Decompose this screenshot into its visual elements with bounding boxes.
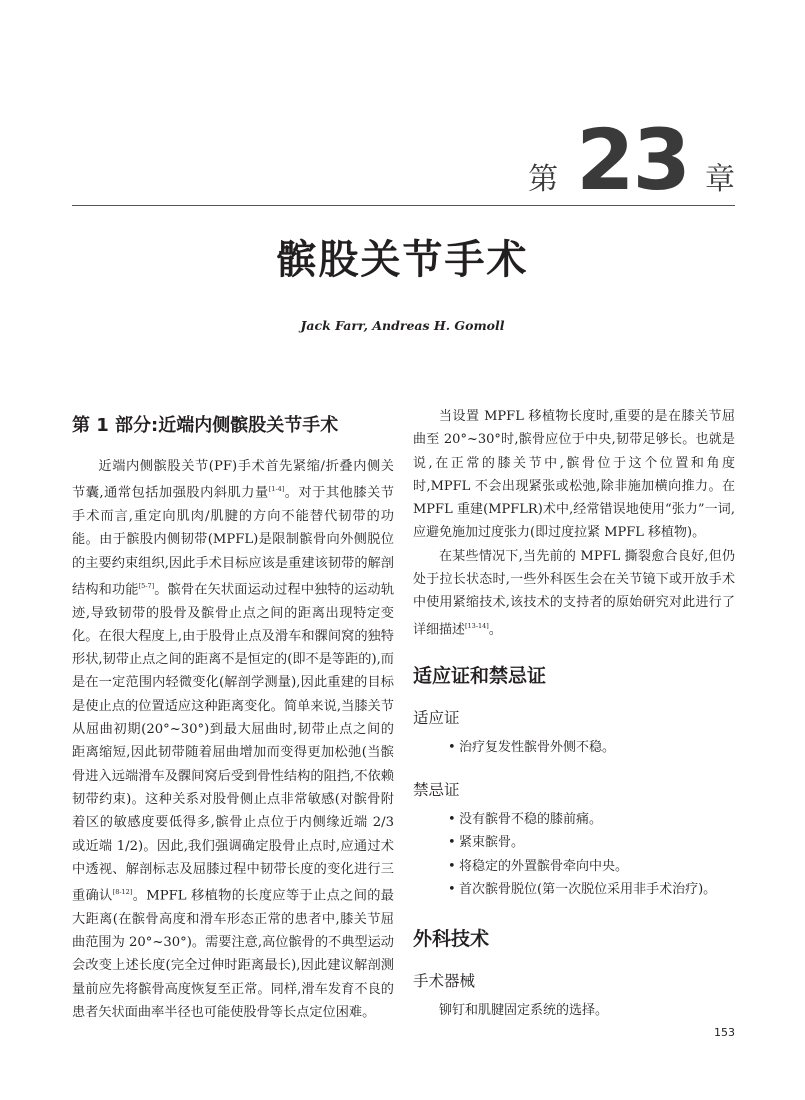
section-heading-indications: 适应证和禁忌证 xyxy=(413,665,547,688)
list-item: • 没有髌骨不稳的膝前痛。 xyxy=(459,808,735,832)
chapter-prefix: 第 xyxy=(528,162,559,197)
authors: Jack Farr, Andreas H. Gomoll xyxy=(300,318,505,333)
contraindications-list xyxy=(413,808,735,902)
subheading-contraindications: 禁忌证 xyxy=(413,780,460,799)
left-column xyxy=(72,405,394,1024)
citation-ref: [8-12] xyxy=(112,888,133,897)
subheading-indications: 适应证 xyxy=(413,709,460,728)
header-rule xyxy=(72,205,735,206)
citation-ref: [1-4] xyxy=(268,485,285,494)
chapter-heading xyxy=(528,111,735,209)
body-paragraph: 在某些情况下,当先前的 MPFL 撕裂愈合良好,但仍处于拉长状态时,一些外科医生会在关节镜下或开放手术中使用紧缩技术,该技术的支持者的原始研究对此进行了详细描述[13-14]。 xyxy=(413,548,735,637)
subheading-instruments: 手术器械 xyxy=(413,971,476,990)
citation-ref: [13-14] xyxy=(465,621,489,630)
body-paragraph: 当设置 MPFL 移植物长度时,重要的是在膝关节屈曲至 20°~30°时,髌骨应位于中央,韧带足够长。也就是说,在正常的膝关节中,髌骨位于这个位置和角度时,MPFL 不会出现紧张或松弛,除非施加横向推力。在 MPFL 重建(MPFLR)术中,经常错误地使用“张力”一词,应避免施加过度张力(即过度拉紧 MPFL 移植物)。 xyxy=(413,409,735,541)
right-column xyxy=(413,405,735,1022)
list-item: • 将稳定的外置髌骨牵向中央。 xyxy=(459,855,735,879)
section-heading-part1: 第 1 部分:近端内侧髌股关节手术 xyxy=(72,415,339,436)
list-item: • 紧束髌骨。 xyxy=(459,831,735,855)
citation-ref: [5-7] xyxy=(138,581,155,590)
body-paragraph: 铆钉和肌腱固定系统的选择。 xyxy=(439,1002,609,1018)
chapter-suffix: 章 xyxy=(705,162,735,197)
body-paragraph: 近端内侧髌股关节(PF)手术首先紧缩/折叠内侧关节囊,通常包括加强股内斜肌力量[1-4]。对于其他膝关节手术而言,重定向肌肉/肌腱的方向不能替代韧带的功能。由于髌股内侧韧带(MPFL)是限制髌骨向外侧脱位的主要约束组织,因此手术目标应该是重建该韧带的解剖结构和功能[5-7]。髌骨在矢状面运动过程中独特的运动轨迹,导致韧带的股骨及髌骨止点之间的距离出现特定变化。在很大程度上,由于股骨止点及滑车和髁间窝的独特形状,韧带止点之间的距离不是恒定的(即不是等距的),而是在一定范围内轻微变化(解剖学测量),因此重建的目标是使止点的位置适应这种距离变化。简单来说,当膝关节从屈曲初期(20°~30°)到最大屈曲时,韧带止点之间的距离缩短,因此韧带随着屈曲增加而变得更加松弛(当髌骨进入远端滑车及髁间窝后受到骨性结构的阻挡,不依赖韧带约束)。这种关系对股骨侧止点非常敏感(对髌骨附着区的敏感度要低得多,髌骨止点位于内侧缘近端 2/3 或近端 1/2)。因此,我们强调确定股骨止点时,应通过术中透视、解剖标志及屈膝过程中韧带长度的变化进行三重确认[8-12]。MPFL 移植物的长度应等于止点之间的最大距离(在髌骨高度和滑车形态正常的患者中,膝关节屈曲范围为 20°~30°)。需要注意,高位髌骨的不典型运动会改变上述长度(完全过伸时距离最长),因此建议解剖测量前应先将髌骨高度恢复至正常。同样,滑车发育不良的患者矢状面曲率半径也可能使股骨等长点定位困难。 xyxy=(72,459,395,1020)
page-number: 153 xyxy=(714,1026,735,1039)
list-item: • 首次髌骨脱位(第一次脱位采用非手术治疗)。 xyxy=(459,878,735,902)
chapter-title: 髌股关节手术 xyxy=(276,236,529,283)
indications-list xyxy=(413,736,735,760)
section-heading-technique: 外科技术 xyxy=(413,927,490,950)
list-item: • 治疗复发性髌骨外侧不稳。 xyxy=(459,736,735,760)
chapter-number: 23 xyxy=(576,111,689,209)
